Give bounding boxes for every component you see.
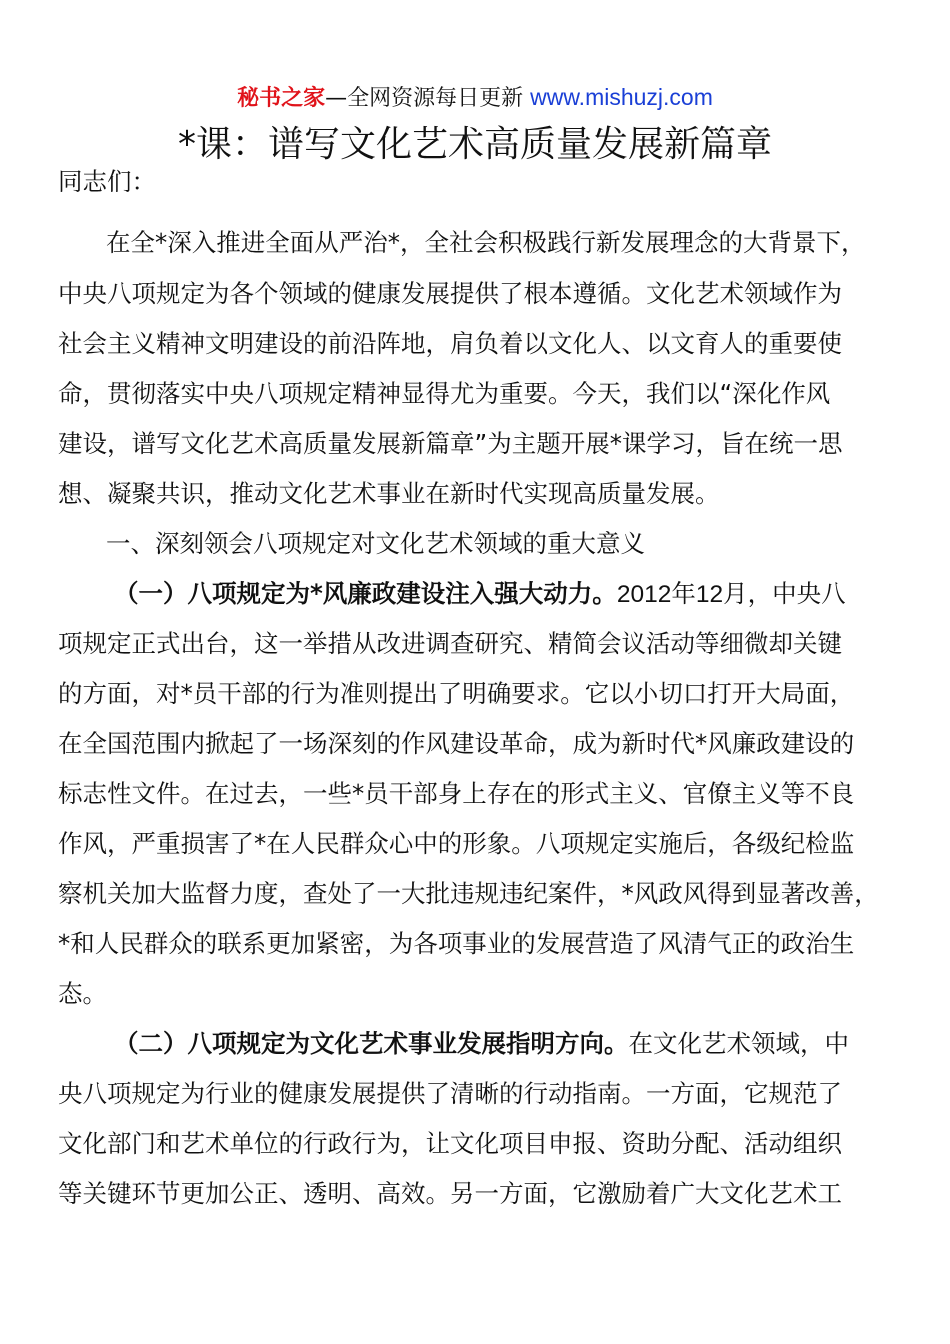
section-heading-1: 一、深刻领会八项规定对文化艺术领域的重大意义 bbox=[106, 529, 645, 558]
site-header bbox=[0, 80, 950, 114]
site-url-link[interactable]: www.mishuzj.com bbox=[530, 84, 713, 110]
subsection-1-line-5: 标志性文件。在过去，一些*员干部身上存在的形式主义、官僚主义等不良 bbox=[58, 779, 855, 808]
intro-line-3: 社会主义精神文明建设的前沿阵地，肩负着以文化人、以文育人的重要使 bbox=[58, 329, 842, 358]
intro-line-5: 建设，谱写文化艺术高质量发展新篇章”为主题开展*课学习，旨在统一思 bbox=[58, 429, 843, 458]
subsection-2-line-1: （二）八项规定为文化艺术事业发展指明方向。在文化艺术领域，中 bbox=[114, 1029, 849, 1058]
subsection-1-line-6: 作风，严重损害了*在人民群众心中的形象。八项规定实施后，各级纪检监 bbox=[58, 829, 855, 858]
subsection-1-line-3: 的方面，对*员干部的行为准则提出了明确要求。它以小切口打开大局面， bbox=[58, 679, 855, 708]
subsection-1-line-8: *和人民群众的联系更加紧密，为各项事业的发展营造了风清气正的政治生 bbox=[58, 929, 855, 958]
document-title: *课：谱写文化艺术高质量发展新篇章 bbox=[177, 124, 772, 165]
subsection-1-line-9: 态。 bbox=[58, 979, 107, 1008]
intro-line-1: 在全*深入推进全面从严治*，全社会积极践行新发展理念的大背景下， bbox=[106, 228, 866, 257]
subsection-2-heading: （二）八项规定为文化艺术事业发展指明方向。 bbox=[114, 1029, 629, 1058]
subsection-2-line-3: 文化部门和艺术单位的行政行为，让文化项目申报、资助分配、活动组织 bbox=[58, 1129, 842, 1158]
subsection-1-line-4: 在全国范围内掀起了一场深刻的作风建设革命，成为新时代*风廉政建设的 bbox=[58, 729, 855, 758]
intro-line-4: 命，贯彻落实中央八项规定精神显得尤为重要。今天，我们以“深化作风 bbox=[58, 379, 831, 408]
subsection-1-line-7: 察机关加大监督力度，查处了一大批违规违纪案件，*风政风得到显著改善， bbox=[58, 879, 879, 908]
intro-line-6: 想、凝聚共识，推动文化艺术事业在新时代实现高质量发展。 bbox=[58, 479, 720, 508]
subsection-2-line-2: 央八项规定为行业的健康发展提供了清晰的行动指南。一方面，它规范了 bbox=[58, 1079, 842, 1108]
brand-name: 秘书之家 bbox=[237, 86, 326, 111]
subsection-1-line-1: （一）八项规定为*风廉政建设注入强大动力。2012年12月，中央八 bbox=[114, 579, 846, 608]
subsection-1-heading: （一）八项规定为*风廉政建设注入强大动力。 bbox=[114, 579, 617, 608]
subsection-2-line-4: 等关键环节更加公正、透明、高效。另一方面，它激励着广大文化艺术工 bbox=[58, 1179, 842, 1208]
header-tagline: —全网资源每日更新 bbox=[325, 86, 531, 111]
intro-line-2: 中央八项规定为各个领域的健康发展提供了根本遵循。文化艺术领域作为 bbox=[58, 279, 842, 308]
subsection-1-line-2: 项规定正式出台，这一举措从改进调查研究、精简会议活动等细微却关键 bbox=[58, 629, 842, 658]
salutation: 同志们： bbox=[58, 167, 156, 196]
